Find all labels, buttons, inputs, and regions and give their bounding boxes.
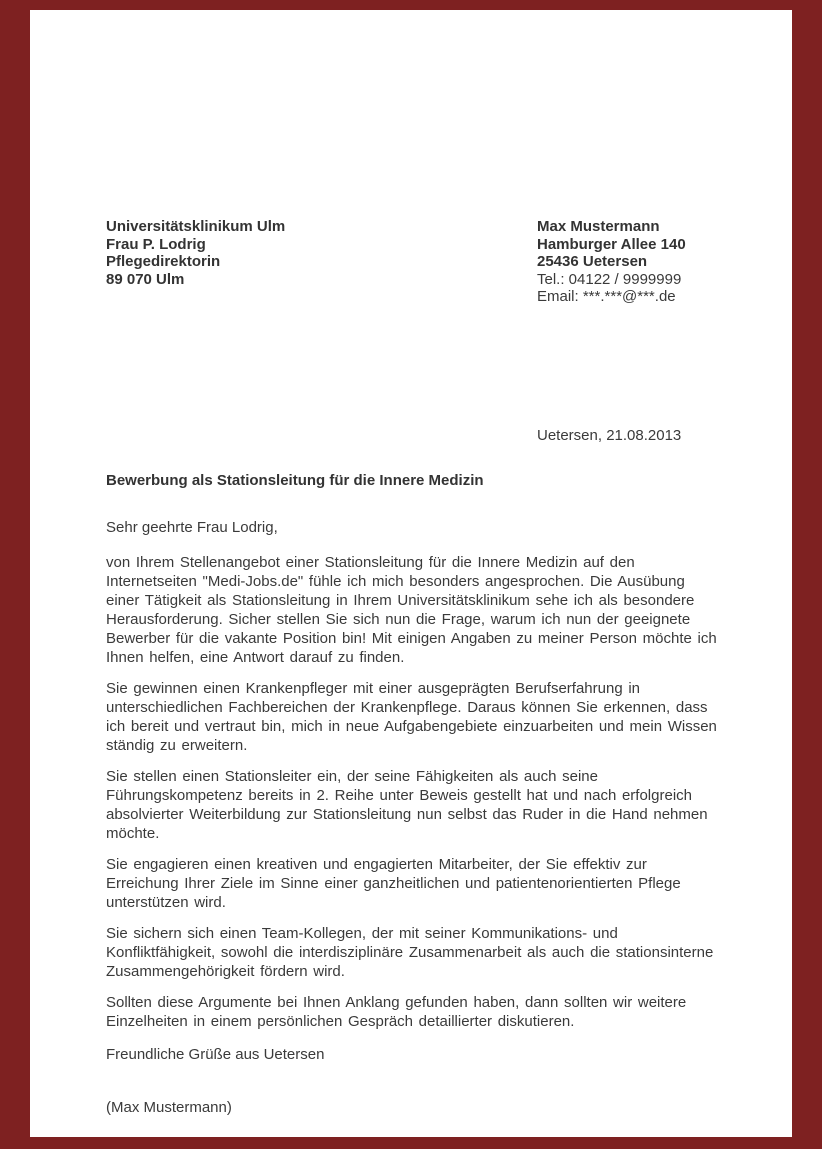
sender-city: 25436 Uetersen (537, 253, 648, 270)
paragraph: Sollten diese Argumente bei Ihnen Anklang gefunden haben, dann sollten wir weitere Einzelheiten in einem persönlichen Gespräch detaillierter diskutieren. (106, 994, 687, 1030)
subject-line: Bewerbung als Stationsleitung für die Innere Medizin (106, 472, 484, 489)
paragraph: Sie engagieren einen kreativen und engagierten Mitarbeiter, der Sie effektiv zur Erreichung Ihrer Ziele im Sinne einer ganzheitlichen und patientenorientierten Pflege unterstützen wird. (106, 856, 681, 911)
salutation: Sehr geehrte Frau Lodrig, (106, 519, 278, 536)
signature-line: (Max Mustermann) (106, 1099, 232, 1116)
letter-page (30, 10, 792, 1137)
paragraph: Sie stellen einen Stationsleiter ein, der seine Fähigkeiten als auch seine Führungskompetenz bereits in 2. Reihe unter Beweis gestellt hat und nach erfolgreich absolvierter Weiterbildung zur Stationsleitung nun selbst das Ruder in die Hand nehmen möchte. (106, 768, 708, 842)
recipient-line: Universitätsklinikum Ulm (106, 218, 286, 235)
sender-address (537, 218, 686, 306)
recipient-address (106, 218, 285, 288)
recipient-line: 89 070 Ulm (106, 270, 185, 288)
recipient-line: Frau P. Lodrig (106, 235, 206, 253)
paragraph: Sie gewinnen einen Krankenpfleger mit einer ausgeprägten Berufserfahrung in unterschiedlichen Fachbereichen der Krankenpflege. Daraus können Sie erkennen, dass ich bereit und vertraut bin, mich in neue Aufgabengebiete einzuarbeiten und mein Wissen ständig zu erweitern. (106, 680, 717, 754)
sender-street: Hamburger Allee 140 (537, 235, 686, 253)
sender-email: Email: ***.***@***.de (537, 288, 676, 305)
sender-phone: Tel.: 04122 / 9999999 (537, 270, 682, 288)
closing-line: Freundliche Grüße aus Uetersen (106, 1046, 325, 1063)
paragraph: von Ihrem Stellenangebot einer Stationsleitung für die Innere Medizin auf den Internetseiten "Medi-Jobs.de" fühle ich mich besonders angesprochen. Die Ausübung einer Tätigkeit als Stationsleitung in Ihrem Universitätsklinikum sehe ich als besondere Herausforderung. Sicher stellen Sie sich nun die Frage, warum ich nun der geeignete Bewerber für die vakante Position bin! Mit einigen Angaben zu meiner Person möchte ich Ihnen helfen, eine Antwort darauf zu finden. (106, 554, 717, 666)
sender-name: Max Mustermann (537, 218, 660, 235)
watermark-blog: blog (38, 1101, 61, 1113)
recipient-line: Pflegedirektorin (106, 253, 221, 270)
date-line: Uetersen, 21.08.2013 (537, 427, 682, 444)
letter-body (106, 471, 720, 1117)
paragraph: Sie sichern sich einen Team-Kollegen, der mit seiner Kommunikations- und Konfliktfähigkeit, sowohl die interdisziplinäre Zusammenarbeit als auch die stationsinterne Zusammengehörigkeit fördern wird. (106, 925, 714, 980)
